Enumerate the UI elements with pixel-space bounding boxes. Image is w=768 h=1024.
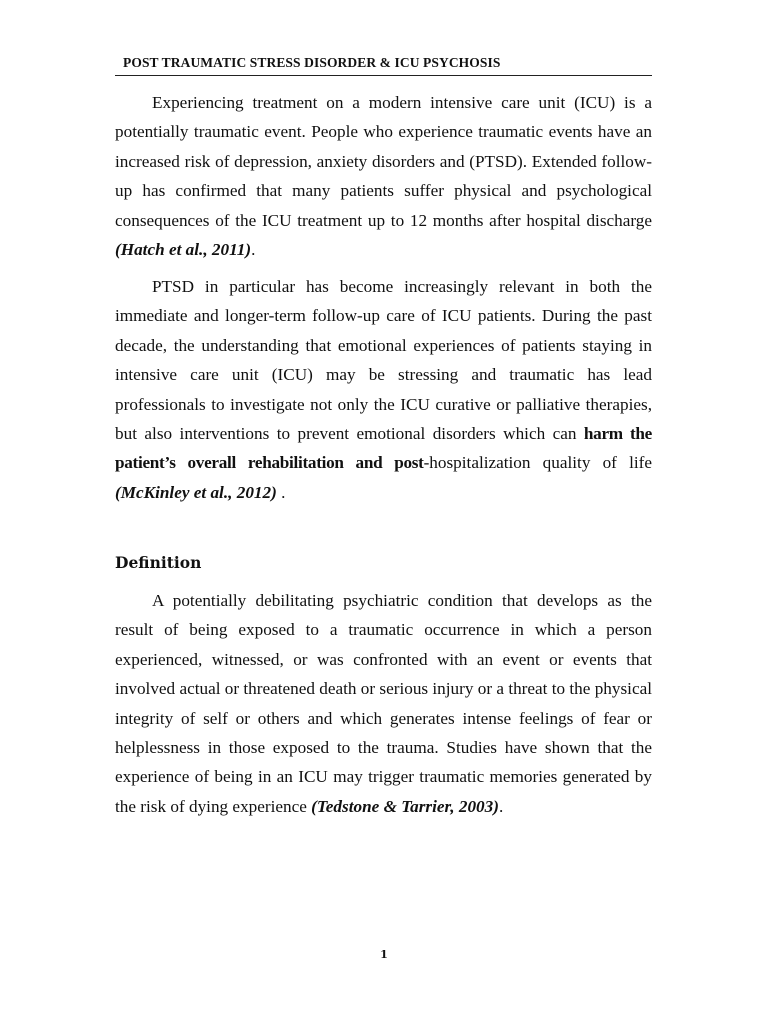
page-number: 1 xyxy=(380,948,388,961)
definition-heading: Definition xyxy=(115,553,202,572)
paragraph-icu-trauma xyxy=(115,88,652,264)
paragraph-text: Experiencing treatment on a modern intensive care unit (ICU) is a potentially traumatic event. People who experience traumatic events have an increased risk of depression, anxiety disorders and (PTSD). Extended follow-up has confirmed that many patients suffer physical and psychological consequences of the ICU treatment up to 12 months after hospital discharge xyxy=(115,93,652,230)
citation-hatch: (Hatch et al., 2011) xyxy=(115,240,252,260)
paragraph-end: . xyxy=(251,240,256,260)
bold-phrase: harm the patient’s overall rehabilitation and post xyxy=(115,424,652,473)
paragraph-end: . xyxy=(276,482,286,502)
citation-mckinley: (McKinley et al., 2012) xyxy=(115,482,277,502)
header-title: POST TRAUMATIC STRESS DISORDER & ICU PSYCHOSIS xyxy=(123,55,501,70)
paragraph-definition xyxy=(115,586,652,821)
paragraph-text: A potentially debilitating psychiatric condition that develops as the result of being exposed to a traumatic occurrence in which a person experienced, witnessed, or was confronted with an event or events that involved actual or threatened death or serious injury or a threat to the physical integrity of self or others and which generates intense feelings of fear or helplessness in those exposed to the trauma. Studies have shown that the experience of being in an ICU may trigger traumatic memories generated by the risk of dying experience xyxy=(115,591,652,816)
paragraph-text-after: -hospitalization quality of life xyxy=(423,453,652,473)
citation-tedstone: (Tedstone & Tarrier, 2003) xyxy=(311,796,499,816)
paragraph-end: . xyxy=(498,796,504,816)
running-header xyxy=(115,53,652,76)
paragraph-ptsd-relevance xyxy=(115,272,652,507)
paragraph-text: PTSD in particular has become increasingly relevant in both the immediate and longer-term follow-up care of ICU patients. During the past decade, the understanding that emotional experiences of patients staying in intensive care unit (ICU) may be stressing and traumatic has lead professionals to investigate not only the ICU curative or palliative therapies, but also interventions to prevent emotional disorders which can xyxy=(115,277,652,444)
